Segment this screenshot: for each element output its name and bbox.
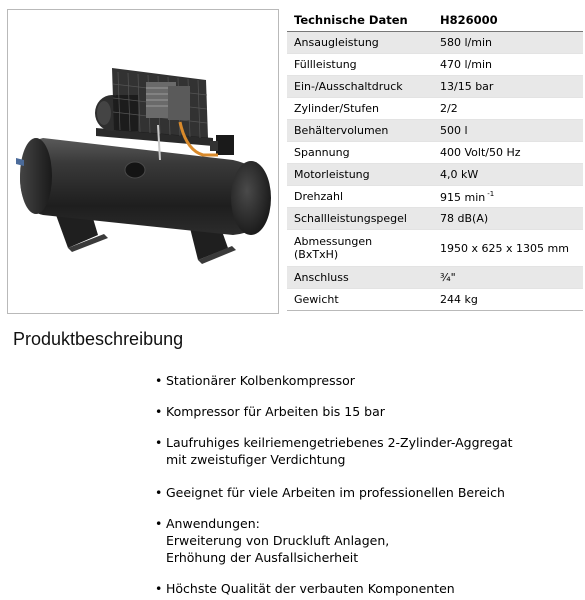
bullet-icon: • [155,373,163,388]
list-item-text: Anwendungen: Erweiterung von Druckluft Anlagen, Erhöhung der Ausfallsicherheit [166,516,390,565]
list-item-text: Höchste Qualität der verbauten Komponenten [166,581,455,596]
spec-value-text: 244 kg [440,293,478,306]
spec-value-text: 78 dB(A) [440,212,489,225]
table-header-row [287,9,583,32]
table-row [287,186,583,208]
list-item [155,484,505,501]
table-row [287,208,583,230]
list-item [155,580,455,597]
spec-value-text: 400 Volt/50 Hz [440,146,521,159]
spec-value-text: 13/15 bar [440,80,494,93]
spec-value [433,230,583,267]
spec-value [433,289,583,311]
spec-value [433,208,583,230]
spec-value-superscript: -1 [487,189,495,198]
spec-label: Schallleistungspegel [287,208,433,230]
spec-label: Motorleistung [287,164,433,186]
spec-value-text: 580 l/min [440,36,492,49]
table-row [287,230,583,267]
spec-label: Ansaugleistung [287,32,433,54]
table-row [287,164,583,186]
spec-value-text: 470 l/min [440,58,492,71]
spec-label: Ein-/Ausschaltdruck [287,76,433,98]
air-compressor-image [8,10,278,313]
list-item-text: Stationärer Kolbenkompressor [166,373,355,388]
table-row [287,267,583,289]
spec-value [433,76,583,98]
spec-label: Drehzahl [287,186,433,208]
table-row [287,98,583,120]
table-row [287,76,583,98]
spec-value [433,142,583,164]
list-item-text: Laufruhiges keilriemengetriebenes 2-Zylinder-Aggregat mit zweistufiger Verdichtung [166,435,513,467]
spec-label: Zylinder/Stufen [287,98,433,120]
bullet-icon: • [155,516,163,531]
product-image [7,9,279,314]
spec-label: Behältervolumen [287,120,433,142]
list-item-text: Geeignet für viele Arbeiten im professionellen Bereich [166,485,505,500]
bullet-icon: • [155,404,163,419]
list-item [155,434,513,468]
spec-label: Spannung [287,142,433,164]
list-item [155,403,385,420]
technical-data-table [287,9,583,311]
spec-label: Anschluss [287,267,433,289]
spec-value-text: 4,0 kW [440,168,479,181]
spec-value [433,54,583,76]
list-item [155,372,355,389]
table-row [287,120,583,142]
spec-value-text: 2/2 [440,102,458,115]
table-row [287,289,583,311]
spec-value [433,164,583,186]
list-item-text: Kompressor für Arbeiten bis 15 bar [166,404,385,419]
table-row [287,54,583,76]
spec-value [433,186,583,208]
spec-value [433,120,583,142]
spec-label: Gewicht [287,289,433,311]
bullet-icon: • [155,435,163,450]
header-model-number: H826000 [433,9,583,32]
spec-value-text: ¾" [440,271,456,284]
spec-value [433,267,583,289]
product-description-title: Produktbeschreibung [13,329,184,349]
table-row [287,142,583,164]
list-item [155,515,389,566]
table-row [287,32,583,54]
spec-label: Abmessungen (BxTxH) [287,230,433,267]
spec-value [433,98,583,120]
bullet-icon: • [155,581,163,596]
spec-value [433,32,583,54]
spec-value-text: 500 l [440,124,468,137]
spec-label: Füllleistung [287,54,433,76]
header-label: Technische Daten [287,9,433,32]
spec-value-text: 1950 x 625 x 1305 mm [440,241,569,255]
bullet-icon: • [155,485,163,500]
spec-value-text: 915 min [440,190,486,204]
